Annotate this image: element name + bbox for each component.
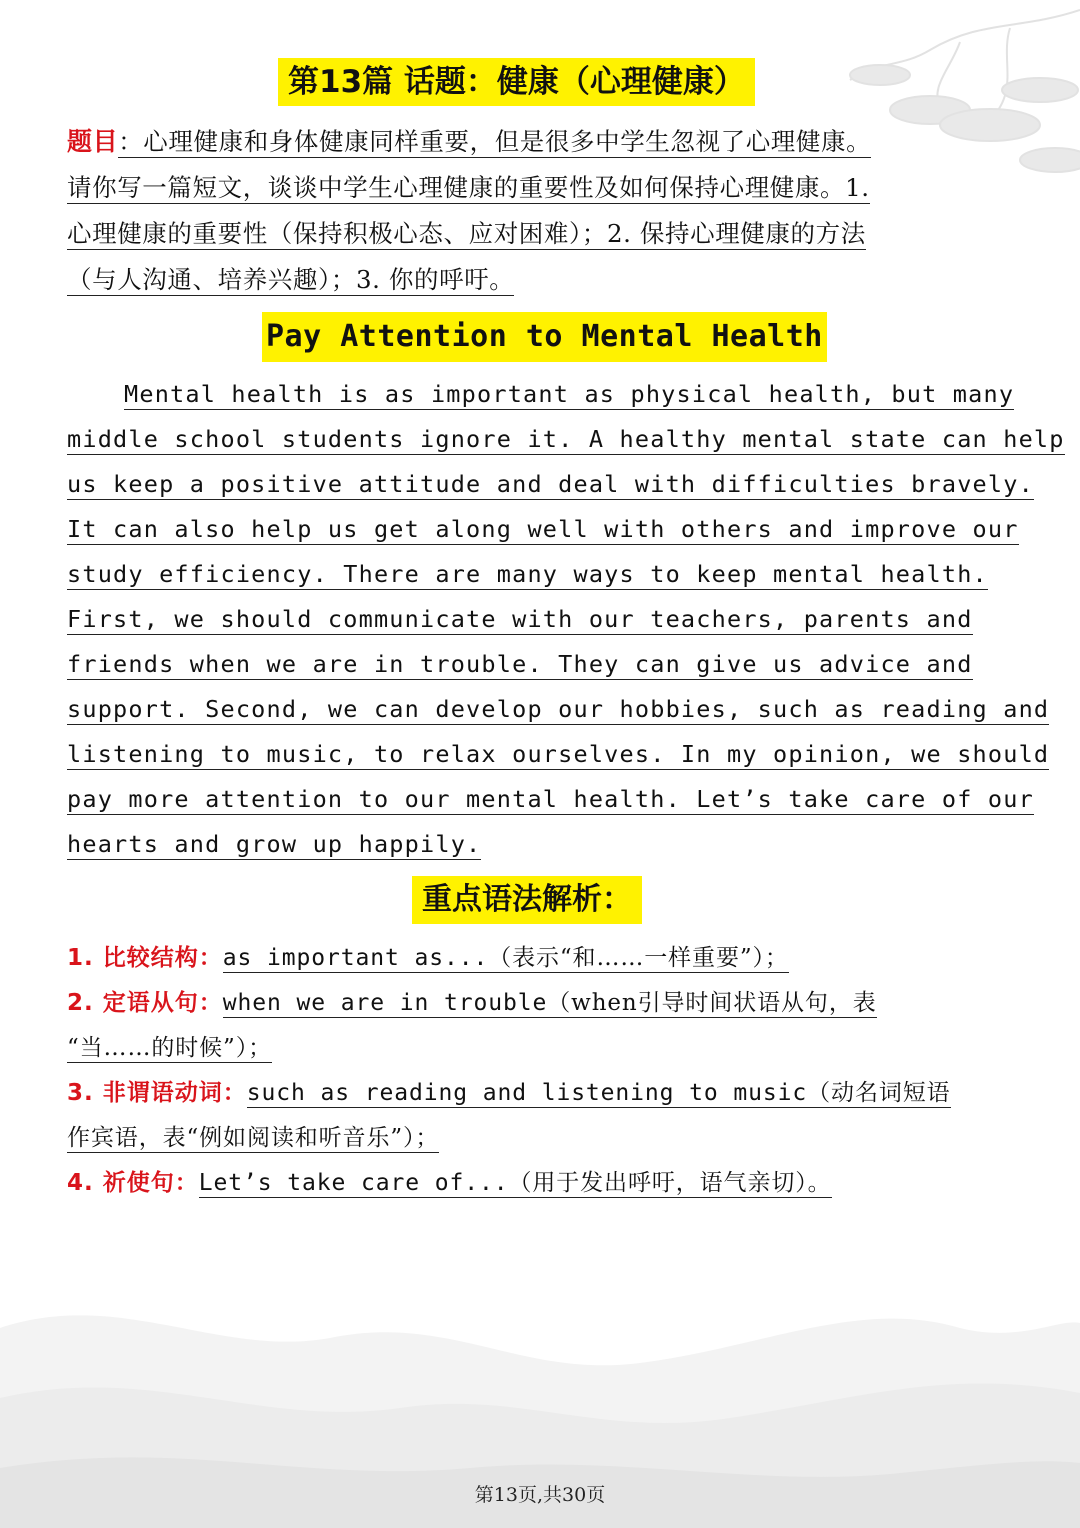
prompt-line: 请你写一篇短文，谈谈中学生心理健康的重要性及如何保持心理健康。1. — [67, 173, 870, 202]
grammar-item-continued: “当……的时候”）； — [67, 1035, 273, 1061]
grammar-item-continued: 作宾语，表“例如阅读和听音乐”）； — [67, 1125, 440, 1151]
essay-line: study efficiency. There are many ways to keep mental health. — [67, 560, 988, 588]
essay-line: hearts and grow up happily. — [67, 830, 482, 858]
page-title: 第13篇 话题：健康（心理健康） — [278, 58, 755, 106]
essay-line: listening to music, to relax ourselves. In my opinion, we should — [67, 740, 1050, 768]
essay-line: First, we should communicate with our teachers, parents and — [67, 605, 973, 633]
prompt-label: 题目 — [67, 127, 119, 156]
grammar-item: 3. 非谓语动词：such as reading and listening to music（动名词短语 — [67, 1080, 951, 1106]
essay-line: friends when we are in trouble. They can give us advice and — [67, 650, 973, 678]
grammar-item: 2. 定语从句：when we are in trouble（when引导时间状语从句，表 — [67, 990, 877, 1016]
prompt-line: 心理健康的重要性（保持积极心态、应对困难）；2. 保持心理健康的方法 — [67, 219, 866, 248]
grammar-item: 4. 祈使句：Let’s take care of...（用于发出呼吁，语气亲切）。 — [67, 1170, 832, 1196]
grammar-item: 1. 比较结构：as important as...（表示“和……一样重要”）； — [67, 945, 789, 971]
essay-line: Mental health is as important as physical health, but many — [124, 380, 1015, 408]
essay-line: It can also help us get along well with others and improve our — [67, 515, 1019, 543]
essay-title: Pay Attention to Mental Health — [262, 312, 827, 362]
essay-line: middle school students ignore it. A healthy mental state can help — [67, 425, 1065, 453]
essay-line: support. Second, we can develop our hobbies, such as reading and — [67, 695, 1050, 723]
prompt-line: 题目：心理健康和身体健康同样重要，但是很多中学生忽视了心理健康。 — [67, 127, 872, 156]
page-footer: 第13页,共30页 — [474, 1484, 606, 1506]
prompt-line: （与人沟通、培养兴趣）；3. 你的呼吁。 — [67, 265, 515, 294]
grammar-title: 重点语法解析： — [412, 876, 642, 924]
essay-line: us keep a positive attitude and deal with difficulties bravely. — [67, 470, 1034, 498]
essay-line: pay more attention to our mental health. Let’s take care of our — [67, 785, 1034, 813]
